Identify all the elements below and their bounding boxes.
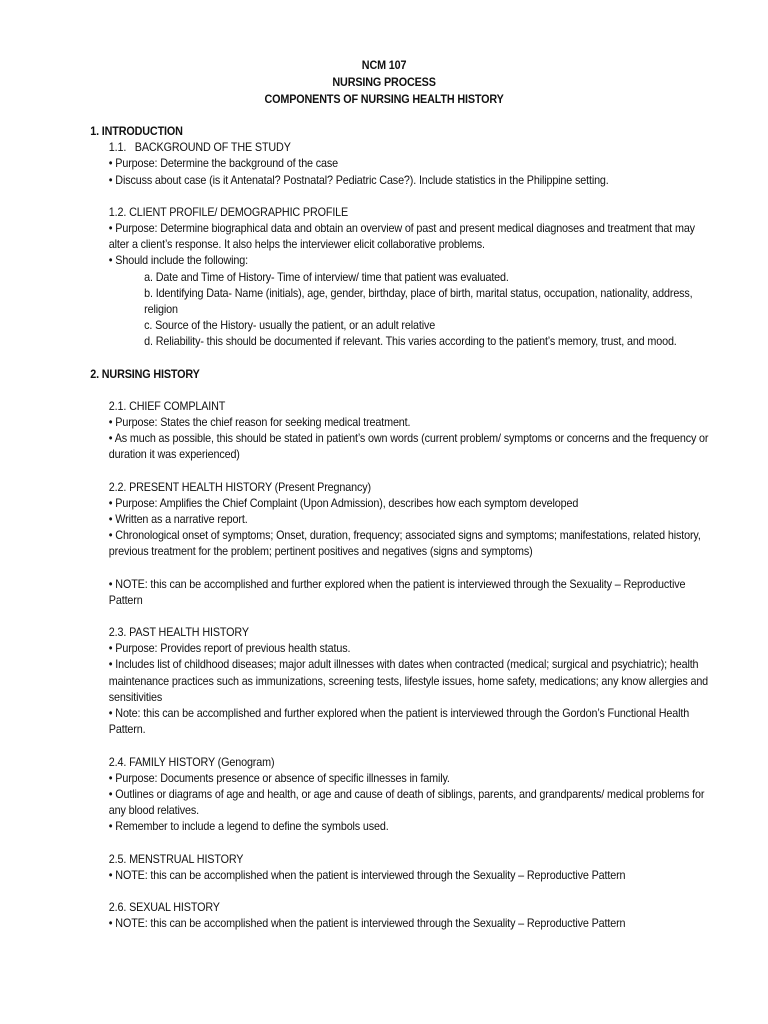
document-header xyxy=(0,57,768,108)
subsection-family-history xyxy=(90,755,713,836)
bullet-item: • Should include the following: xyxy=(108,254,248,268)
list-item: b. Identifying Data- Name (initials), age, gender, birthday, place of birth, marital status, occupation, nationality, address, religion xyxy=(144,286,693,317)
list-item: a. Date and Time of History- Time of interview/ time that patient was evaluated. xyxy=(144,270,509,284)
subject-title: NURSING PROCESS xyxy=(332,76,436,89)
subsection-menstrual-history xyxy=(90,852,713,884)
bullet-item: • Purpose: Provides report of previous health status. xyxy=(108,642,351,656)
bullet-item: • Discuss about case (is it Antenatal? Postnatal? Pediatric Case?). Include statistics in the Philippine setting. xyxy=(108,173,609,187)
bullet-item: • As much as possible, this should be stated in patient’s own words (current problem/ symptoms or concerns and the frequency or duration it was experienced) xyxy=(108,432,709,462)
section-heading-introduction: 1. INTRODUCTION xyxy=(90,125,183,138)
bullet-item: • Chronological onset of symptoms; Onset, duration, frequency; associated signs and symptoms; manifestations, related history, previous treatment for the problem; pertinent positives and negatives (signs and symptoms) xyxy=(108,529,701,559)
subsection-background xyxy=(90,140,713,189)
subsection-heading: 2.4. FAMILY HISTORY (Genogram) xyxy=(108,755,275,769)
subsection-present-health-history xyxy=(90,480,713,609)
bullet-item: • Remember to include a legend to define the symbols used. xyxy=(108,820,389,834)
bullet-item: • Purpose: Determine the background of the case xyxy=(108,157,338,171)
document-body xyxy=(90,124,713,932)
subsection-sexual-history xyxy=(90,900,713,932)
bullet-item: • Written as a narrative report. xyxy=(108,513,248,527)
bullet-item: • Purpose: Documents presence or absence of specific illnesses in family. xyxy=(108,771,450,785)
subsection-heading: 2.1. CHIEF COMPLAINT xyxy=(108,399,226,413)
bullet-item: • Includes list of childhood diseases; major adult illnesses with dates when contracted (medical; surgical and psychiatric); health maintenance practices such as immunizations, screening tests, lifestyle issues, home safety, medications; any know allergies and sensitivities xyxy=(108,658,709,704)
subsection-chief-complaint xyxy=(90,399,713,464)
list-item: d. Reliability- this should be documented if relevant. This varies according to the patient’s memory, trust, and mood. xyxy=(144,335,677,349)
bullet-item: • Note: this can be accomplished and further explored when the patient is interviewed through the Gordon’s Functional Health Pattern. xyxy=(108,707,690,737)
bullet-item: • Purpose: Determine biographical data and obtain an overview of past and present medical diagnoses and treatment that may alter a client’s response. It also helps the interviewer elicit collaborative problems. xyxy=(108,222,695,252)
subsection-heading: 2.3. PAST HEALTH HISTORY xyxy=(108,626,249,640)
bullet-item: • Purpose: States the chief reason for seeking medical treatment. xyxy=(108,416,411,430)
bullet-item: • NOTE: this can be accomplished when the patient is interviewed through the Sexuality – Reproductive Pattern xyxy=(108,917,626,931)
bullet-item: • Outlines or diagrams of age and health, or age and cause of death of siblings, parents, and grandparents/ medical problems for any blood relatives. xyxy=(108,787,705,818)
subsection-past-health-history xyxy=(90,625,713,738)
subsection-heading: 2.6. SEXUAL HISTORY xyxy=(108,900,220,914)
topic-title: COMPONENTS OF NURSING HEALTH HISTORY xyxy=(264,93,504,106)
course-code: NCM 107 xyxy=(361,59,407,72)
note-item: • NOTE: this can be accomplished and further explored when the patient is interviewed through the Sexuality – Reproductive Pattern xyxy=(108,577,686,607)
bullet-item: • Purpose: Amplifies the Chief Complaint (Upon Admission), describes how each symptom developed xyxy=(108,496,579,510)
subsection-heading: 1.2. CLIENT PROFILE/ DEMOGRAPHIC PROFILE xyxy=(108,205,349,219)
subsection-heading: 2.5. MENSTRUAL HISTORY xyxy=(108,852,244,866)
subsection-heading: 2.2. PRESENT HEALTH HISTORY (Present Pregnancy) xyxy=(108,480,371,494)
section-heading-nursing-history: 2. NURSING HISTORY xyxy=(90,367,200,381)
subsection-client-profile xyxy=(90,205,713,351)
bullet-item: • NOTE: this can be accomplished when the patient is interviewed through the Sexuality – Reproductive Pattern xyxy=(108,868,626,882)
list-item: c. Source of the History- usually the patient, or an adult relative xyxy=(144,319,436,333)
subsection-heading: 1.1. BACKGROUND OF THE STUDY xyxy=(108,141,291,155)
